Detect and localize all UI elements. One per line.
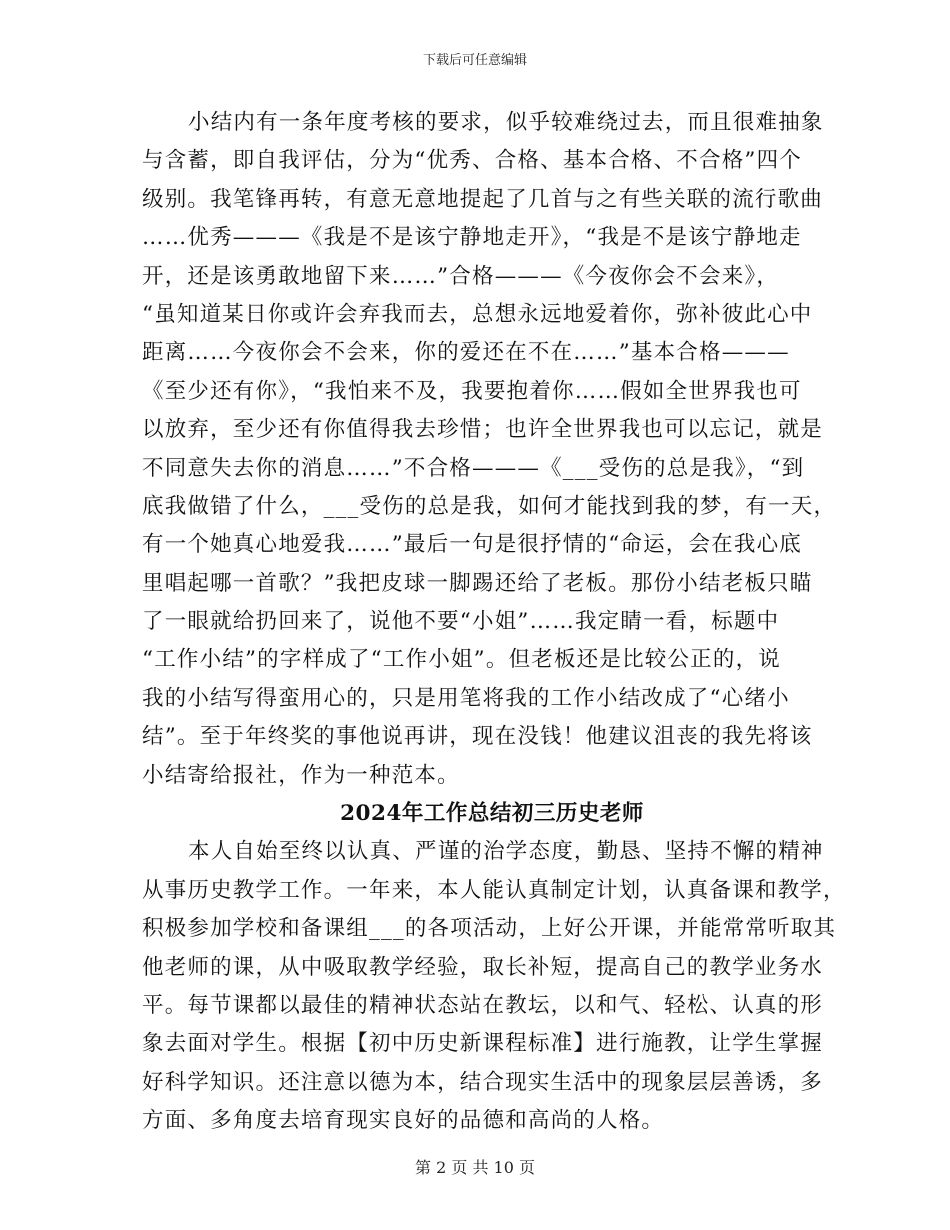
- text-line: 以放弃，至少还有你值得我去珍惜；也许全世界我也可以忘记，就是: [142, 417, 824, 443]
- page-header: 下载后可任意编辑: [422, 53, 527, 68]
- text-line: 平。每节课都以最佳的精神状态站在教坛，以和气、轻松、认真的形: [142, 992, 824, 1018]
- text-line: 了一眼就给扔回来了，说他不要“小姐”……我定睛一看，标题中: [142, 609, 780, 635]
- text-line: 级别。我笔锋再转，有意无意地提起了几首与之有些关联的流行歌曲: [142, 186, 824, 212]
- text-line: 从事历史教学工作。一年来，本人能认真制定计划，认真备课和教学，: [142, 877, 846, 903]
- text-line: 积极参加学校和备课组___的各项活动，上好公开课，并能常常听取其: [142, 916, 837, 942]
- text-line: 象去面对学生。根据【初中历史新课程标准】进行施教，让学生掌握: [142, 1031, 824, 1057]
- document-body: [142, 104, 846, 1141]
- text-line: 结”。至于年终奖的事他说再讲，现在没钱！他建议沮丧的我先将该: [142, 724, 813, 750]
- page-number-footer: 第 2 页 共 10 页: [415, 1158, 535, 1177]
- text-line: 我的小结写得蛮用心的，只是用笔将我的工作小结改成了“心绪小: [142, 685, 790, 711]
- text-line: 方面、多角度去培育现实良好的品德和高尚的人格。: [142, 1108, 665, 1134]
- text-line: 小结寄给报社，作为一种范本。: [142, 762, 460, 788]
- text-line: “工作小结”的字样成了“工作小姐”。但老板还是比较公正的，说: [142, 647, 781, 673]
- text-line: 距离……今夜你会不会来，你的爱还在不在……”基本合格———: [142, 340, 790, 366]
- text-line: 好科学知识。还注意以德为本，结合现实生活中的现象层层善诱，多: [142, 1069, 824, 1095]
- text-line: 本人自始至终以认真、严谨的治学态度，勤恳、坚持不懈的精神: [188, 839, 824, 865]
- text-line: 与含蓄，即自我评估，分为“优秀、合格、基本合格、不合格”四个: [142, 148, 802, 174]
- text-line: 不同意失去你的消息……”不合格———《___受伤的总是我》，“到: [142, 455, 805, 481]
- text-line: 底我做错了什么，___受伤的总是我，如何才能找到我的梦，有一天，: [142, 493, 837, 519]
- text-line: 小结内有一条年度考核的要求，似乎较难绕过去，而且很难抽象: [188, 110, 824, 135]
- text-line: 有一个她真心地爱我……”最后一句是很抒情的“命运，会在我心底: [142, 532, 802, 558]
- section-title: 2024年工作总结初三历史老师: [340, 801, 644, 827]
- paragraph-work-summary-story: [142, 104, 837, 795]
- text-line: 他老师的课，从中吸取教学经验，取长补短，提高自己的教学业务水: [142, 954, 824, 980]
- text-line: 里唱起哪一首歌？”我把皮球一脚踢还给了老板。那份小结老板只瞄: [142, 570, 813, 596]
- paragraph-history-teacher-summary: [142, 833, 846, 1140]
- text-line: “虽知道某日你或许会弃我而去，总想永远地爱着你，弥补彼此心中: [142, 301, 813, 327]
- text-line: 《至少还有你》，“我怕来不及，我要抱着你……假如全世界我也可: [142, 378, 802, 404]
- text-line: 开，还是该勇敢地留下来……”合格———《今夜你会不会来》，: [142, 263, 780, 289]
- text-line: ……优秀———《我是不是该宁静地走开》，“我是不是该宁静地走: [142, 225, 802, 251]
